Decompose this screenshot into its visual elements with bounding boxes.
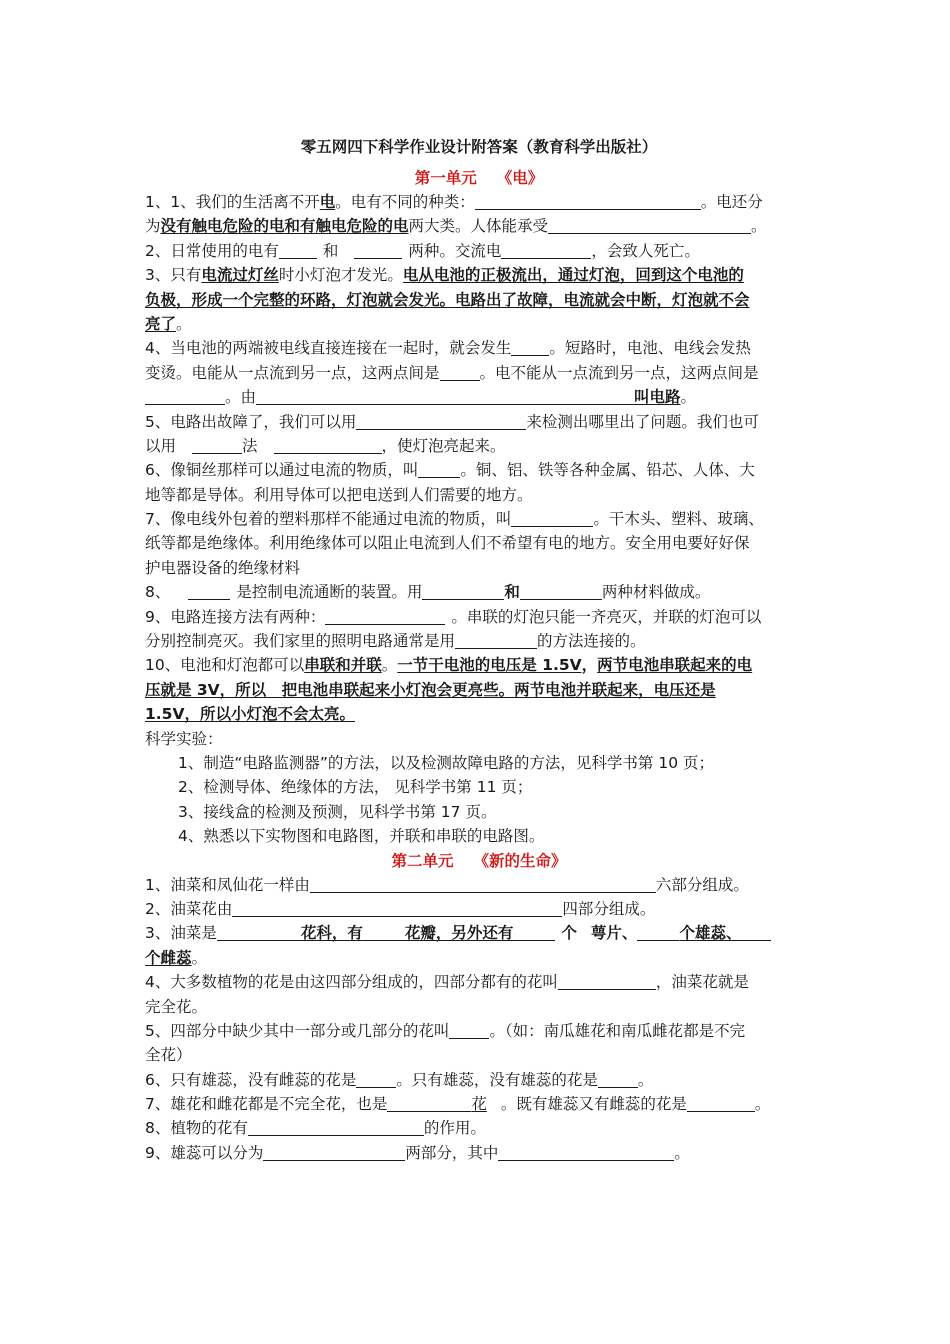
q8-text: 和 bbox=[504, 583, 520, 602]
q4-text: 。由 bbox=[225, 388, 257, 407]
question-10-line-2: 压就是 3V，所以 把电池串联起来小灯泡会更亮些。两节电池并联起来，电压还是 bbox=[145, 680, 716, 699]
u2q3-text: 花科，有 bbox=[300, 924, 363, 943]
unit-2-heading bbox=[145, 849, 813, 873]
u2q7-text: 7、雄花和雌花都是不完全花，也是 bbox=[145, 1095, 388, 1114]
answer-blank[interactable] bbox=[356, 413, 526, 430]
answer-blank[interactable] bbox=[188, 583, 230, 600]
question-1-line-1 bbox=[145, 190, 813, 214]
q8-text: 两种材料做成。 bbox=[601, 583, 711, 602]
answer-blank[interactable] bbox=[637, 924, 679, 941]
answer-blank[interactable] bbox=[274, 437, 382, 454]
answer-blank[interactable] bbox=[217, 924, 301, 941]
q5-text: 以用 bbox=[145, 436, 177, 455]
answer-blank[interactable] bbox=[558, 973, 656, 990]
question-4-line-1 bbox=[145, 336, 813, 360]
u2q3-text: 3、油菜是 bbox=[145, 924, 217, 943]
u2q8-text: 8、植物的花有 bbox=[145, 1119, 248, 1138]
unit-1-heading bbox=[145, 166, 813, 190]
answer-blank[interactable] bbox=[248, 1119, 424, 1136]
u2-question-8 bbox=[145, 1116, 813, 1140]
answer-blank[interactable] bbox=[387, 1095, 471, 1112]
q1-text: 1、1、我们的生活离不开 bbox=[145, 193, 320, 211]
question-5-line-1 bbox=[145, 410, 813, 434]
q10-text: 。 bbox=[381, 656, 398, 675]
question-8 bbox=[145, 580, 813, 604]
unit-2-label: 第二单元 bbox=[391, 851, 454, 870]
u2q5-text: 。（如：南瓜雄花和南瓜雌花都是不完 bbox=[489, 1021, 746, 1040]
u2-question-1 bbox=[145, 873, 813, 897]
q3-answer: 亮了 bbox=[145, 314, 177, 333]
answer-blank[interactable] bbox=[548, 217, 751, 234]
question-3-line-2: 负极，形成一个完整的环路，灯泡就会发光。电路出了故障，电流就会中断，灯泡就不会 bbox=[145, 290, 750, 309]
answer-blank[interactable] bbox=[145, 388, 225, 405]
q2-text: 和 bbox=[322, 241, 339, 260]
q5-text: 来检测出哪里出了问题。我们也可 bbox=[526, 412, 759, 431]
answer-blank[interactable] bbox=[263, 1144, 405, 1161]
q2-text: ，会致人死亡。 bbox=[591, 241, 700, 260]
question-3-line-3 bbox=[145, 312, 813, 336]
q4-text: 。短路时，电池、电线会发热 bbox=[549, 339, 751, 358]
answer-blank[interactable] bbox=[511, 339, 549, 356]
u2q2-text: 四部分组成。 bbox=[562, 899, 656, 918]
question-7-line-2: 纸等都是绝缘体。利用绝缘体可以阻止电流到人们不希望有电的地方。安全用电要好好保 bbox=[145, 534, 750, 553]
u2q6-text: 6、只有雄蕊，没有雌蕊的花是 bbox=[145, 1070, 357, 1089]
q9-text: 的方法连接的。 bbox=[537, 632, 646, 651]
q1-text: 。电还分 bbox=[700, 193, 763, 211]
u2-question-2 bbox=[145, 897, 813, 921]
q8-text: 8、 bbox=[145, 583, 171, 602]
q1-text: 。电有不同的种类： bbox=[335, 193, 475, 211]
u2-question-9 bbox=[145, 1141, 813, 1165]
q1-answer-types: 没有触电危险的电和有触电危险的电 bbox=[160, 217, 409, 236]
u2q3-text: 个雌蕊 bbox=[145, 948, 192, 967]
answer-blank[interactable] bbox=[310, 876, 656, 893]
answer-blank[interactable] bbox=[232, 900, 562, 917]
q8-text: 是控制电流通断的装置。用 bbox=[236, 583, 423, 602]
experiment-item: 3、接线盒的检测及预测，见科学书第 17 页。 bbox=[178, 802, 497, 821]
u2q9-text: 两部分，其中 bbox=[405, 1143, 499, 1162]
question-6-line-2: 地等都是导体。利用导体可以把电送到人们需要的地方。 bbox=[145, 485, 533, 504]
q10-answer: 两节电池串联起来的电 bbox=[597, 656, 753, 675]
q6-text: 6、像铜丝那样可以通过电流的物质，叫 bbox=[145, 461, 419, 480]
q2-text: 2、日常使用的电有 bbox=[145, 241, 279, 260]
answer-blank[interactable] bbox=[440, 364, 480, 381]
u2q3-text: 个雄蕊、 bbox=[679, 924, 742, 943]
answer-blank[interactable] bbox=[598, 1071, 638, 1088]
question-4-line-2 bbox=[145, 361, 813, 385]
experiments-heading: 科学实验： bbox=[145, 729, 223, 748]
q1-answer-electricity: 电 bbox=[319, 193, 336, 211]
question-3-line-1 bbox=[145, 263, 813, 287]
q5-text: ，使灯泡亮起来。 bbox=[381, 436, 506, 455]
answer-blank[interactable] bbox=[741, 924, 771, 941]
answer-blank[interactable] bbox=[511, 510, 593, 527]
u2-question-6 bbox=[145, 1068, 813, 1092]
experiment-item: 1、制造“电路监测器”的方法，以及检测故障电路的方法，见科学书第 10 页； bbox=[178, 753, 715, 772]
experiment-item: 4、熟悉以下实物图和电路图，并联和串联的电路图。 bbox=[178, 827, 545, 846]
answer-blank[interactable] bbox=[325, 608, 445, 625]
question-7-line-1 bbox=[145, 507, 813, 531]
u2q1-text: 1、油菜和凤仙花一样由 bbox=[145, 875, 310, 894]
q3-answer: 电从电池的正极流出，通过灯泡，回到这个电池的 bbox=[402, 266, 744, 285]
u2q2-text: 2、油菜花由 bbox=[145, 899, 233, 918]
document-page bbox=[145, 118, 813, 1165]
q9-text: 分别控制亮灭。我们家里的照明电路通常是用 bbox=[145, 632, 456, 651]
q6-text: 。铜、铝、铁等各种金属、铅芯、人体、大 bbox=[460, 461, 755, 480]
q9-text: 9、电路连接方法有两种： bbox=[145, 607, 326, 626]
document-title: 零五网四下科学作业设计附答案（教育科学出版社） bbox=[300, 138, 658, 156]
q7-text: 7、像电线外包着的塑料那样不能通过电流的物质，叫 bbox=[145, 510, 512, 529]
u2-question-5-line-1 bbox=[145, 1019, 813, 1043]
q3-answer: 电流过灯丝 bbox=[201, 266, 279, 285]
u2-question-4-line-1 bbox=[145, 970, 813, 994]
u2q4-text: ，油菜花就是 bbox=[655, 973, 749, 992]
u2-question-4-line-2: 完全花。 bbox=[145, 997, 208, 1016]
question-5-line-2 bbox=[145, 434, 813, 458]
q4-text: 4、当电池的两端被电线直接连接在一起时，就会发生 bbox=[145, 339, 512, 358]
u2q6-text: 。 bbox=[637, 1070, 654, 1089]
u2q5-text: 5、四部分中缺少其中一部分或几部分的花叫 bbox=[145, 1021, 450, 1040]
u2q3-text: 。 bbox=[191, 948, 208, 967]
u2q9-text: 9、雄蕊可以分为 bbox=[145, 1143, 264, 1162]
q1-text: 两大类。人体能承受 bbox=[408, 217, 549, 236]
q3-text: 时小灯泡才发光。 bbox=[278, 266, 403, 285]
answer-blank[interactable] bbox=[279, 242, 317, 259]
question-10-line-3: 1.5V，所以小灯泡不会太亮。 bbox=[145, 705, 355, 724]
u2q7-text: 。 bbox=[754, 1095, 771, 1114]
u2q8-text: 的作用。 bbox=[423, 1119, 486, 1138]
u2q6-text: 。只有雄蕊，没有雄蕊的花是 bbox=[396, 1070, 598, 1089]
question-2 bbox=[145, 239, 813, 263]
q4-text: 。电不能从一点流到另一点，这两点间是 bbox=[479, 363, 759, 382]
answer-blank[interactable] bbox=[687, 1095, 755, 1112]
u2q7-text: 花 bbox=[471, 1095, 487, 1114]
answer-blank[interactable] bbox=[354, 242, 402, 259]
answer-blank[interactable] bbox=[455, 632, 537, 649]
answer-blank[interactable] bbox=[513, 924, 555, 941]
q1-text: 。 bbox=[751, 217, 767, 236]
u2q9-text: 。 bbox=[674, 1143, 690, 1162]
u2-question-3-line-2 bbox=[145, 946, 813, 970]
answer-blank[interactable] bbox=[192, 437, 242, 454]
question-10-line-1 bbox=[145, 653, 813, 677]
q10-text: ， bbox=[581, 656, 598, 675]
experiment-item: 2、检测导体、绝缘体的方法， 见科学书第 11 页； bbox=[178, 778, 533, 797]
answer-blank[interactable] bbox=[520, 583, 602, 600]
q4-text: 。 bbox=[680, 388, 697, 407]
unit-2-name: 《新的生命》 bbox=[473, 851, 567, 870]
u2q4-text: 4、大多数植物的花是由这四部分组成的，四部分都有的花叫 bbox=[145, 973, 558, 992]
q9-text: 。串联的灯泡只能一齐亮灭，并联的灯泡可以 bbox=[451, 607, 762, 626]
u2q3-text: 个 bbox=[561, 924, 577, 943]
answer-blank[interactable] bbox=[475, 193, 701, 210]
q7-text: 。干木头、塑料、玻璃、 bbox=[593, 510, 764, 529]
q4-answer-circuit: 叫电路 bbox=[634, 388, 681, 407]
question-1-line-2 bbox=[145, 214, 813, 238]
q10-text: 10、电池和灯泡都可以 bbox=[145, 656, 305, 675]
q5-text: 5、电路出故障了，我们可以用 bbox=[145, 412, 357, 431]
answer-blank[interactable] bbox=[501, 242, 591, 259]
question-9-line-1 bbox=[145, 605, 813, 629]
question-4-line-3 bbox=[145, 385, 813, 409]
u2-question-5-line-2: 全花） bbox=[145, 1046, 192, 1065]
answer-blank[interactable] bbox=[418, 461, 460, 478]
q10-answer: 串联和并联 bbox=[304, 656, 382, 675]
u2-question-7 bbox=[145, 1092, 813, 1116]
u2q3-text: 萼片、 bbox=[590, 924, 638, 943]
q3-text: 3、只有 bbox=[145, 266, 202, 285]
q4-text: 变烫。电能从一点流到另一点，这两点间是 bbox=[145, 363, 440, 382]
q5-text: 法 bbox=[242, 436, 258, 455]
u2q3-text: 花瓣，另外还有 bbox=[404, 924, 514, 943]
q3-text: 。 bbox=[176, 314, 192, 333]
answer-blank[interactable] bbox=[422, 583, 504, 600]
q10-answer: 一节干电池的电压是 1.5V bbox=[397, 656, 582, 675]
question-7-line-3: 护电器设备的绝缘材料 bbox=[145, 558, 301, 577]
q2-text: 两种。交流电 bbox=[408, 241, 502, 260]
answer-blank[interactable] bbox=[356, 1071, 396, 1088]
question-6-line-1 bbox=[145, 458, 813, 482]
answer-blank[interactable] bbox=[363, 924, 405, 941]
q1-text: 为 bbox=[145, 217, 161, 236]
answer-blank[interactable] bbox=[256, 388, 634, 405]
answer-blank[interactable] bbox=[498, 1144, 674, 1161]
unit-1-name: 《电》 bbox=[496, 169, 544, 187]
u2q7-text: 。既有雄蕊又有雌蕊的花是 bbox=[500, 1095, 687, 1114]
unit-1-label: 第一单元 bbox=[414, 169, 477, 187]
u2-question-3-line-1 bbox=[145, 921, 813, 945]
u2q1-text: 六部分组成。 bbox=[655, 875, 749, 894]
answer-blank[interactable] bbox=[449, 1022, 489, 1039]
question-9-line-2 bbox=[145, 629, 813, 653]
